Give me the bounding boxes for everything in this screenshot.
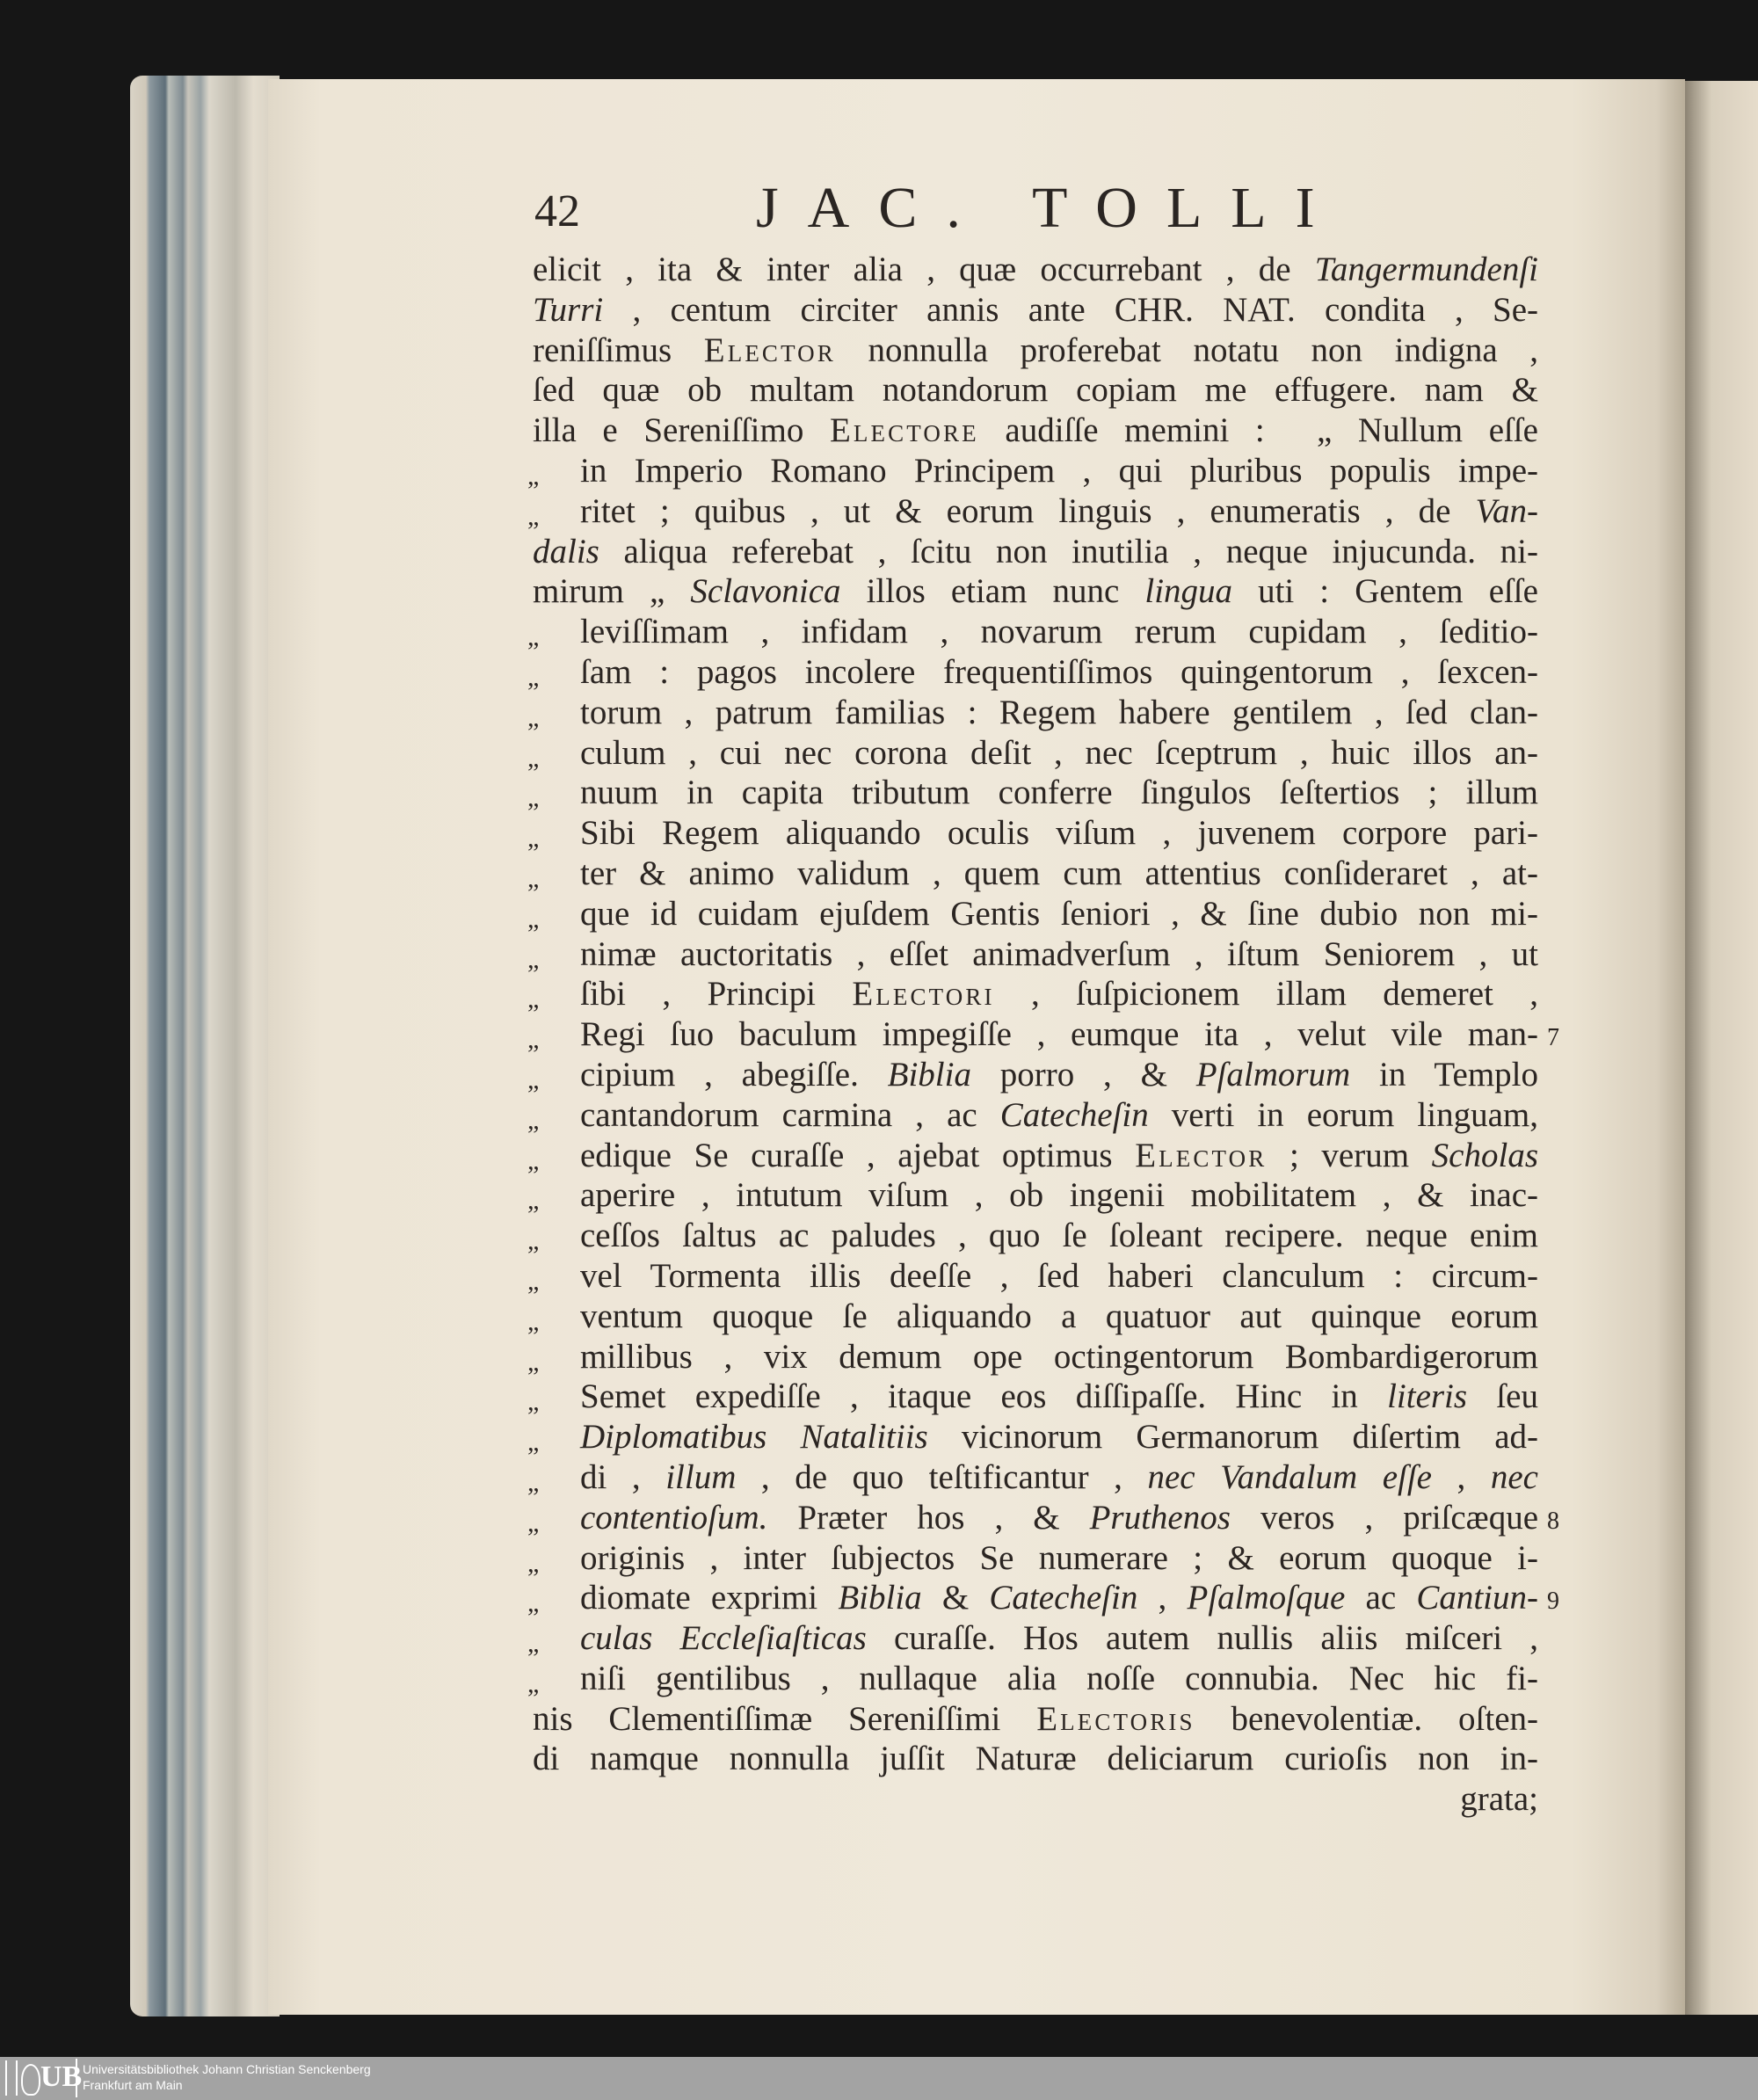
portrait-icon xyxy=(21,2064,40,2096)
italic-text: Pſalmoſque xyxy=(1187,1579,1346,1617)
roman-text: nonnulla proferebat notatu non indigna , xyxy=(835,331,1539,369)
roman-text: aperire , intutum viſum , ob ingenii mobilitatem , & inac- xyxy=(580,1176,1538,1215)
italic-text: Diplomatibus Natalitiis xyxy=(580,1418,928,1457)
roman-text: niſi gentilibus , nullaque alia noſſe connubia. Nec hic fi- xyxy=(580,1659,1538,1697)
text-line xyxy=(527,652,1538,693)
roman-text: aliqua referebat , ſcitu non inutilia , neque injucunda. ni- xyxy=(599,532,1538,570)
line-text xyxy=(533,571,1538,612)
quotation-mark: „ xyxy=(527,1668,540,1698)
line-text xyxy=(580,934,1538,975)
text-line xyxy=(527,693,1538,733)
text-line xyxy=(527,612,1538,652)
italic-text: Cantiun- xyxy=(1416,1579,1538,1617)
text-line xyxy=(527,370,1538,411)
line-text xyxy=(533,1699,1538,1740)
roman-text: , xyxy=(1432,1457,1491,1496)
quotation-mark: „ xyxy=(527,662,540,692)
line-text xyxy=(580,733,1538,774)
line-text xyxy=(580,491,1538,532)
roman-text: in Templo xyxy=(1350,1055,1538,1094)
italic-text: Turri xyxy=(533,290,604,329)
roman-text: ſed quæ ob multam notandorum copiam me effugere. nam & xyxy=(533,371,1538,410)
text-line xyxy=(527,451,1538,491)
line-text xyxy=(580,1175,1538,1216)
roman-text: vicinorum Germanorum diſertim ad- xyxy=(927,1418,1538,1457)
library-logo xyxy=(4,2059,83,2097)
page-body-text xyxy=(527,250,1559,1820)
roman-text: nimæ auctoritatis , eſſet animadverſum , iſtum Seniorem , ut xyxy=(580,934,1538,973)
quotation-mark: „ xyxy=(527,1347,540,1377)
italic-text: contentioſum. xyxy=(580,1498,768,1537)
text-line xyxy=(527,1175,1538,1216)
quotation-mark: „ xyxy=(527,783,540,813)
text-line xyxy=(527,1659,1538,1699)
roman-text: diomate exprimi xyxy=(580,1579,839,1617)
quotation-mark: „ xyxy=(527,1467,540,1497)
roman-text: ventum quoque ſe aliquando a quatuor aut quinque eorum xyxy=(580,1297,1538,1335)
italic-text: Catecheſin xyxy=(999,1095,1149,1134)
roman-text: Semet expediſſe , itaque eos diſſipaſſe. Hinc in xyxy=(580,1377,1388,1416)
roman-text: ritet ; quibus , ut & eorum linguis , enumeratis , de xyxy=(580,491,1476,530)
quotation-mark: „ xyxy=(527,1548,540,1578)
text-line xyxy=(527,974,1538,1014)
text-line xyxy=(527,290,1538,331)
small-caps-text: Electore xyxy=(829,411,979,450)
roman-text: vel Tormenta illis deeſſe , ſed haberi clanculum : circum- xyxy=(580,1256,1538,1295)
roman-text: reniſſimus xyxy=(533,331,704,369)
line-text xyxy=(533,331,1538,371)
line-text xyxy=(533,370,1538,411)
roman-text: ceſſos ſaltus ac paludes , quo ſe ſoleant recipere. neque enim xyxy=(580,1217,1538,1255)
text-line xyxy=(527,773,1538,813)
roman-text: originis , inter ſubjectos Se numerare ; & eorum quoque i- xyxy=(580,1538,1538,1577)
line-text xyxy=(580,1095,1538,1136)
line-text xyxy=(580,1297,1538,1337)
text-line xyxy=(527,1538,1538,1579)
quotation-mark: „ xyxy=(527,622,540,652)
line-text xyxy=(580,693,1538,733)
quotation-mark: „ xyxy=(527,1266,540,1296)
roman-text: curaſſe. Hos autem nullis aliis miſceri , xyxy=(866,1619,1538,1658)
text-line xyxy=(527,1216,1538,1256)
text-line xyxy=(527,1377,1538,1417)
quotation-mark: „ xyxy=(527,1186,540,1216)
italic-text: Scholas xyxy=(1431,1136,1538,1174)
quotation-mark: „ xyxy=(527,944,540,974)
text-line xyxy=(527,1095,1538,1136)
line-text xyxy=(533,1739,1538,1779)
quotation-mark: „ xyxy=(527,863,540,893)
line-text xyxy=(580,1136,1538,1176)
line-text xyxy=(580,1417,1538,1457)
line-text xyxy=(580,1377,1538,1417)
italic-text: Tangermundenſi xyxy=(1314,251,1538,288)
roman-text: millibus , vix demum ope octingentorum Bombardigerorum xyxy=(580,1337,1538,1376)
line-text xyxy=(533,532,1538,572)
quotation-mark: „ xyxy=(527,461,540,490)
line-text xyxy=(533,411,1538,451)
text-line xyxy=(527,733,1538,774)
quotation-mark: „ xyxy=(527,985,540,1014)
roman-text: , centum circiter annis ante CHR. NAT. condita , Se- xyxy=(603,290,1538,329)
line-text xyxy=(580,894,1538,934)
roman-text: audiſſe memini : „ Nullum eſſe xyxy=(978,411,1538,450)
line-text xyxy=(580,612,1538,652)
roman-text: , xyxy=(1137,1579,1188,1617)
text-line xyxy=(527,1699,1538,1740)
margin-note-number: 8 xyxy=(1547,1507,1559,1535)
line-text xyxy=(533,250,1538,290)
text-line xyxy=(527,331,1538,371)
line-text xyxy=(580,813,1538,854)
catchword-line xyxy=(527,1779,1538,1820)
roman-text: di , xyxy=(580,1457,666,1496)
text-line xyxy=(527,854,1538,894)
text-line xyxy=(527,1297,1538,1337)
roman-text: Præter hos , & xyxy=(767,1498,1090,1537)
italic-text: lingua xyxy=(1144,572,1233,611)
text-line xyxy=(527,934,1538,975)
quotation-mark: „ xyxy=(527,1306,540,1336)
roman-text: nuum in capita tributum conferre ſingulos ſeſtertios ; illum xyxy=(580,774,1538,812)
margin-note-number: 9 xyxy=(1547,1588,1559,1616)
italic-text: nec xyxy=(1490,1457,1538,1496)
line-text xyxy=(580,1216,1538,1256)
text-line xyxy=(527,1578,1559,1618)
roman-text: Regi ſuo baculum impegiſſe , eumque ita , velut vile man- xyxy=(580,1015,1538,1054)
roman-text: Sibi Regem aliquando oculis viſum , juvenem corpore pari- xyxy=(580,814,1538,853)
line-text xyxy=(580,1578,1538,1618)
text-line xyxy=(527,571,1538,612)
roman-text: benevolentiæ. oſten- xyxy=(1195,1699,1538,1738)
quotation-mark: „ xyxy=(527,1105,540,1135)
text-line xyxy=(527,411,1538,451)
text-line xyxy=(527,1337,1538,1377)
roman-text: di namque nonnulla juſſit Naturæ deliciarum curioſis non in- xyxy=(533,1740,1538,1778)
quotation-mark: „ xyxy=(527,1428,540,1457)
roman-text: uti : Gentem eſſe xyxy=(1232,572,1538,611)
line-text xyxy=(580,1659,1538,1699)
line-text xyxy=(580,1457,1538,1498)
text-line xyxy=(527,1498,1559,1538)
margin-note-number: 7 xyxy=(1547,1024,1559,1052)
line-text xyxy=(580,1256,1538,1297)
line-text xyxy=(533,290,1538,331)
quotation-mark: „ xyxy=(527,1588,540,1618)
italic-text: Biblia xyxy=(838,1579,922,1617)
line-text xyxy=(580,1538,1538,1579)
italic-text: dalis xyxy=(533,532,599,570)
roman-text: que id cuidam ejuſdem Gentis ſeniori , & ſine dubio non mi- xyxy=(580,894,1538,933)
italic-text: Sclavonica xyxy=(690,572,841,611)
library-footer xyxy=(0,2057,1758,2100)
text-line xyxy=(527,813,1538,854)
quotation-mark: „ xyxy=(527,702,540,732)
quotation-mark: „ xyxy=(527,1629,540,1659)
roman-text: ſibi , Principi xyxy=(580,975,853,1014)
text-line xyxy=(527,532,1538,572)
line-text xyxy=(580,1618,1538,1659)
italic-text: nec Vandalum eſſe xyxy=(1147,1457,1432,1496)
roman-text: edique Se curaſſe , ajebat optimus xyxy=(580,1136,1136,1174)
column-icon xyxy=(5,2060,18,2096)
book-page-edges xyxy=(130,76,280,2016)
line-text xyxy=(580,1498,1538,1538)
line-text xyxy=(580,1014,1538,1055)
quotation-mark: „ xyxy=(527,1387,540,1417)
roman-text: ac xyxy=(1345,1579,1417,1617)
roman-text: illa e Sereniſſimo xyxy=(533,411,830,450)
roman-text: & xyxy=(921,1579,990,1617)
roman-text: torum , patrum familias : Regem habere gentilem , ſed clan- xyxy=(580,693,1538,731)
running-head: JAC. TOLLI xyxy=(756,176,1344,240)
line-text xyxy=(580,451,1538,491)
italic-text: Pruthenos xyxy=(1089,1498,1231,1537)
italic-text: illum xyxy=(665,1457,737,1496)
italic-text: Van- xyxy=(1475,491,1538,530)
roman-text: grata; xyxy=(1460,1780,1538,1819)
text-line xyxy=(527,1457,1538,1498)
roman-text: leviſſimam , infidam , novarum rerum cupidam , ſeditio- xyxy=(580,613,1538,651)
roman-text: veros , priſcæque xyxy=(1230,1498,1539,1537)
roman-text: illos etiam nunc xyxy=(840,572,1145,611)
line-text xyxy=(580,974,1538,1014)
line-text xyxy=(580,652,1538,693)
roman-text: ſam : pagos incolere frequentiſſimos quingentorum , ſexcen- xyxy=(580,652,1538,691)
small-caps-text: Electori xyxy=(852,975,995,1014)
text-line xyxy=(527,894,1538,934)
text-line xyxy=(527,250,1538,290)
quotation-mark: „ xyxy=(527,904,540,934)
text-line xyxy=(527,1014,1559,1055)
quotation-mark: „ xyxy=(527,1145,540,1175)
small-caps-text: Elector xyxy=(703,331,836,369)
line-text xyxy=(580,854,1538,894)
quotation-mark: „ xyxy=(527,824,540,854)
roman-text: mirum „ xyxy=(533,572,691,611)
roman-text: , de quo teſtificantur , xyxy=(736,1457,1148,1496)
roman-text: verti in eorum linguam, xyxy=(1148,1095,1538,1134)
roman-text: porro , & xyxy=(970,1055,1196,1094)
roman-text: nis Clementiſſimæ Sereniſſimi xyxy=(533,1699,1037,1738)
library-city: Frankfurt am Main xyxy=(83,2078,183,2092)
italic-text: culas Eccleſiaſticas xyxy=(580,1619,867,1658)
line-text xyxy=(580,773,1538,813)
text-line xyxy=(527,491,1538,532)
text-line xyxy=(527,1136,1538,1176)
italic-text: literis xyxy=(1387,1377,1468,1416)
roman-text: , ſuſpicionem illam demeret , xyxy=(994,975,1539,1014)
text-line xyxy=(527,1256,1538,1297)
roman-text: ſeu xyxy=(1467,1377,1538,1416)
quotation-mark: „ xyxy=(527,1508,540,1537)
text-line xyxy=(527,1055,1538,1095)
italic-text: Biblia xyxy=(887,1055,971,1094)
quotation-mark: „ xyxy=(527,501,540,531)
roman-text: culum , cui nec corona deſit , nec ſceptrum , huic illos an- xyxy=(580,733,1538,772)
library-name: Universitätsbibliothek Johann Christian Senckenberg xyxy=(83,2062,371,2076)
quotation-mark: „ xyxy=(527,1226,540,1256)
facing-page-edge xyxy=(1685,81,1758,2015)
page-number: 42 xyxy=(534,186,580,236)
text-line xyxy=(527,1618,1538,1659)
roman-text: cipium , abegiſſe. xyxy=(580,1055,888,1094)
small-caps-text: Electoris xyxy=(1036,1699,1195,1738)
page-header xyxy=(527,176,1547,242)
text-line xyxy=(527,1417,1538,1457)
roman-text: cantandorum carmina , ac xyxy=(580,1095,1000,1134)
text-line xyxy=(527,1739,1538,1779)
line-text xyxy=(580,1055,1538,1095)
line-text xyxy=(580,1337,1538,1377)
italic-text: Catecheſin xyxy=(989,1579,1138,1617)
quotation-mark: „ xyxy=(527,1065,540,1094)
roman-text: ter & animo validum , quem cum attentius conſideraret , at- xyxy=(580,854,1538,892)
logo-text: UB xyxy=(40,2060,83,2093)
quotation-mark: „ xyxy=(527,743,540,773)
italic-text: Pſalmorum xyxy=(1195,1055,1351,1094)
quotation-mark: „ xyxy=(527,1025,540,1055)
roman-text: ; verum xyxy=(1267,1136,1432,1174)
roman-text: elicit , ita & inter alia , quæ occurrebant , de xyxy=(533,251,1315,288)
roman-text: in Imperio Romano Principem , qui pluribus populis impe- xyxy=(580,451,1538,490)
line-text xyxy=(533,1779,1538,1820)
small-caps-text: Elector xyxy=(1135,1136,1268,1174)
